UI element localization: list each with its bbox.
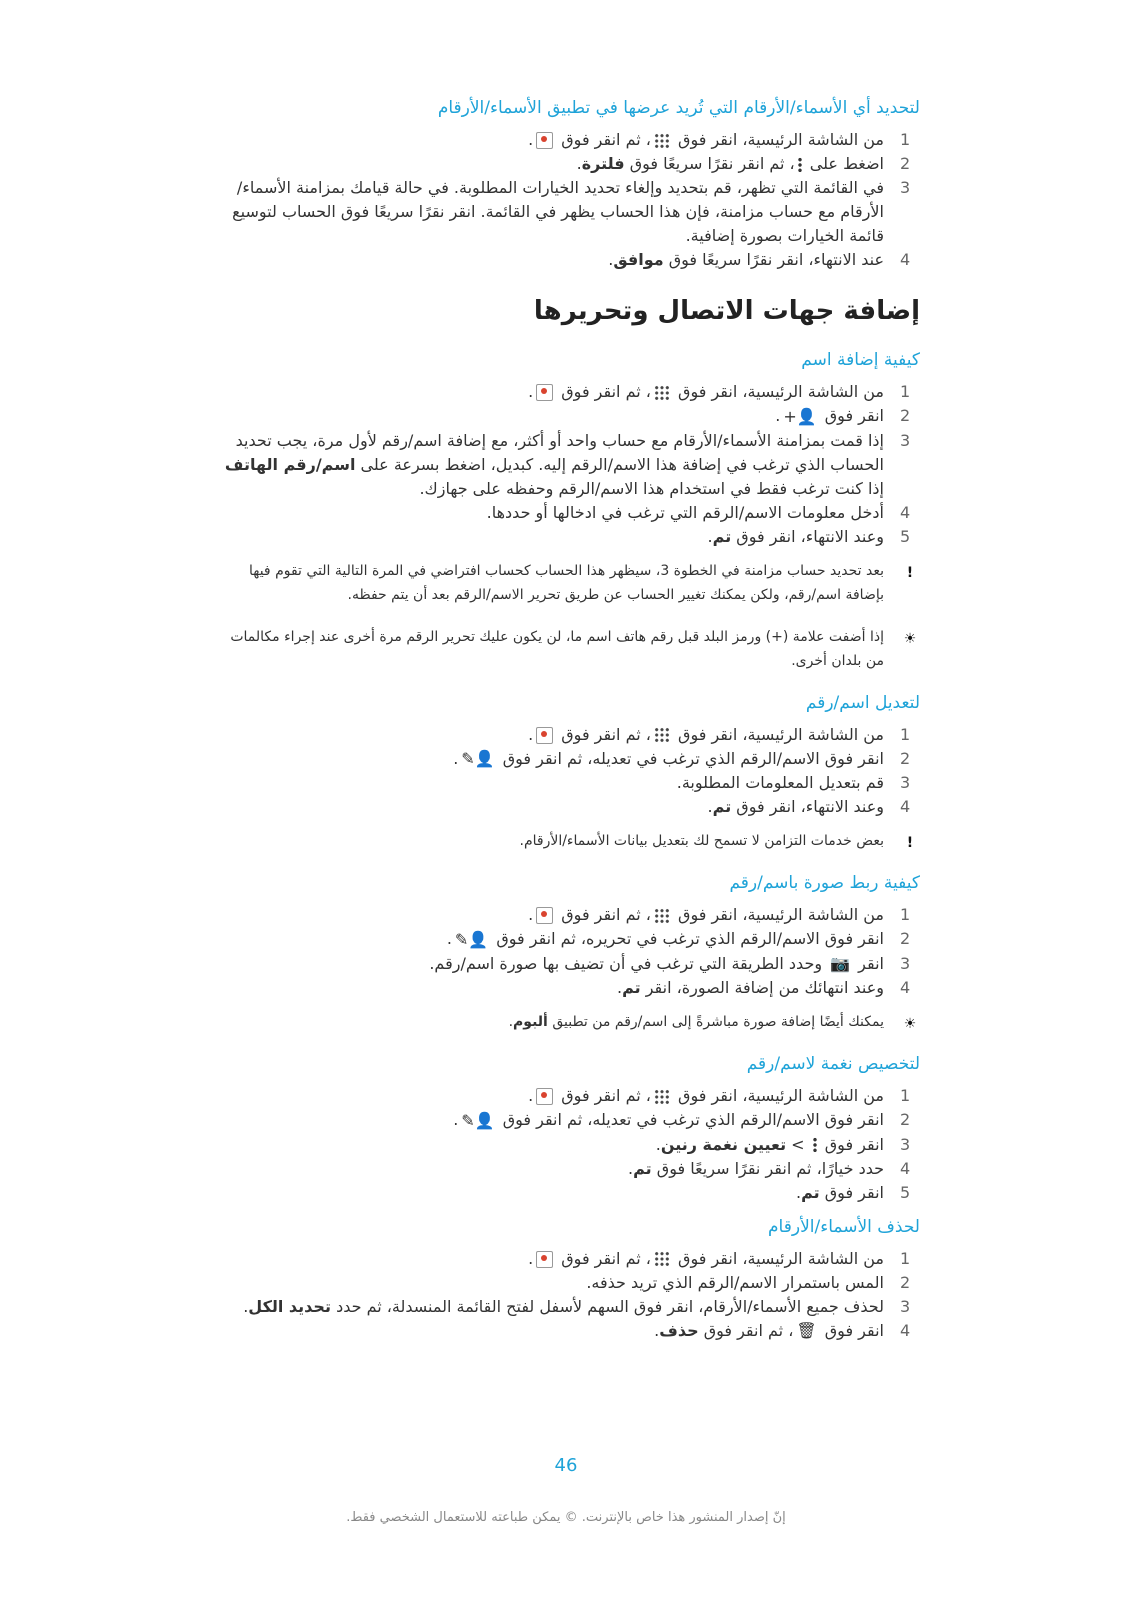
apps-grid-icon — [654, 133, 670, 149]
lightbulb-icon: ☀ — [903, 1016, 917, 1032]
footer-note: إنّ إصدار المنشور هذا خاص بالإنترنت. © يمكن طباعته للاستعمال الشخصي فقط. — [346, 1510, 786, 1525]
ringtone-steps — [210, 1084, 920, 1205]
ringtone-section-title: لتخصيص نغمة لاسم/رقم — [746, 1054, 920, 1074]
apps-grid-icon — [654, 1251, 670, 1267]
add-section-title: كيفية إضافة اسم — [801, 350, 920, 370]
list-item: 2 انقر فوق 👤+. — [210, 404, 920, 429]
edit-section-title: لتعديل اسم/رقم — [805, 692, 920, 713]
apps-grid-icon — [654, 385, 670, 401]
list-item: 3 إذا قمت بمزامنة الأسماء/الأرقام مع حساب واحد أو أكثر، مع إضافة اسم/رقم لأول مرة، يجب تحديد الحساب الذي ترغب في إضافة هذا الاسم/الرقم إليه. كبديل، اضغط بسرعة على اسم/رقم الهاتف إذا كنت ترغب فقط في استخدام هذا الاسم/الرقم وحفظه على جهازك. — [224, 430, 911, 498]
edit-steps — [210, 723, 920, 820]
filter-steps — [210, 128, 920, 272]
contacts-app-icon — [536, 384, 553, 401]
page-number: 46 — [554, 1455, 578, 1476]
list-item: 2 اضغط على ، ثم انقر نقرًا سريعًا فوق فلترة. — [576, 154, 911, 173]
list-item: 4 وعند انتهائك من إضافة الصورة، انقر تم. — [616, 978, 911, 997]
edit-contact-icon: 👤✎ — [461, 749, 495, 768]
list-item: 2 المس باستمرار الاسم/الرقم الذي تريد حذفه. — [586, 1272, 911, 1292]
list-item: 2 انقر فوق الاسم/الرقم الذي ترغب في تعديله، ثم انقر فوق 👤✎. — [210, 1108, 920, 1133]
photo-steps — [210, 903, 920, 1000]
add-contact-icon: 👤+ — [783, 406, 817, 426]
list-item: 4 عند الانتهاء، انقر نقرًا سريعًا فوق موافق. — [608, 250, 911, 269]
camera-icon: 📷 — [830, 954, 851, 973]
list-item: 4 أدخل معلومات الاسم/الرقم التي ترغب في ادخالها أو حددها. — [486, 502, 911, 522]
contacts-app-icon — [536, 727, 553, 744]
edit-contact-icon: 👤✎ — [454, 929, 489, 949]
add-steps — [210, 380, 920, 549]
list-item: 1 من الشاشة الرئيسية، انقر فوق ، ثم انقر فوق . — [528, 130, 911, 149]
warning-note: ! بعض خدمات التزامن لا تسمح لك بتعديل بيانات الأسماء/الأرقام. — [210, 829, 920, 853]
filter-section-title: لتحديد أي الأسماء/الأرقام التي تُريد عرضها في تطبيق الأسماء/الأرقام — [437, 98, 920, 118]
list-item: 2 انقر فوق الاسم/الرقم الذي ترغب في تعديله، ثم انقر فوق 👤✎. — [210, 747, 920, 772]
list-item: 1 من الشاشة الرئيسية، انقر فوق ، ثم انقر فوق . — [528, 1086, 911, 1105]
list-item: 3 انقر فوق > تعيين نغمة رنين. — [655, 1134, 911, 1154]
page-title: إضافة جهات الاتصال وتحريرها — [533, 296, 920, 326]
list-item: 5 وعند الانتهاء، انقر فوق تم. — [707, 526, 911, 546]
tip-note: ☀ يمكنك أيضًا إضافة صورة مباشرةً إلى اسم/رقم من تطبيق ألبوم. — [210, 1010, 920, 1034]
edit-contact-icon: 👤✎ — [461, 1110, 495, 1130]
list-item: 1 من الشاشة الرئيسية، انقر فوق ، ثم انقر فوق . — [528, 724, 911, 744]
apps-grid-icon — [654, 727, 670, 743]
list-item: 4 حدد خيارًا، ثم انقر نقرًا سريعًا فوق تم. — [628, 1158, 911, 1178]
apps-grid-icon — [654, 1089, 670, 1105]
list-item: 4 وعند الانتهاء، انقر فوق تم. — [707, 797, 911, 816]
contacts-app-icon — [536, 907, 553, 924]
list-item: 1 من الشاشة الرئيسية، انقر فوق ، ثم انقر فوق . — [528, 382, 911, 401]
lightbulb-icon: ☀ — [903, 630, 917, 647]
contacts-app-icon — [536, 1251, 553, 1268]
exclamation-icon: ! — [906, 835, 914, 851]
list-item: 2 انقر فوق الاسم/الرقم الذي ترغب في تحريره، ثم انقر فوق 👤✎. — [210, 927, 920, 952]
menu-dots-icon — [798, 157, 802, 173]
exclamation-icon: ! — [906, 564, 914, 581]
list-item: 3 انقر 📷 وحدد الطريقة التي ترغب في أن تضيف بها صورة اسم/رقم. — [210, 952, 920, 977]
photo-section-title: كيفية ربط صورة باسم/رقم — [729, 873, 920, 893]
warning-note: ! بعد تحديد حساب مزامنة في الخطوة 3، سيظهر هذا الحساب كحساب افتراضي في المرة التالية التي تقوم فيها بإضافة اسم/رقم، ولكن يمكنك تغيير الحساب عن طريق تحرير الاسم/الرقم بعد أن يتم حفظه. — [210, 559, 920, 607]
contacts-app-icon — [536, 1088, 553, 1105]
tip-note: ☀ إذا أضفت علامة (+) ورمز البلد قبل رقم هاتف اسم ما، لن يكون عليك تحرير الرقم مرة أخرى عند إجراء مكالمات من بلدان أخرى. — [210, 625, 920, 673]
list-item: 1 من الشاشة الرئيسية، انقر فوق ، ثم انقر فوق . — [528, 1248, 911, 1268]
list-item: 3 في القائمة التي تظهر، قم بتحديد وإلغاء تحديد الخيارات المطلوبة. في حالة قيامك بمزامنة الأسماء/الأرقام مع حساب مزامنة، فإن هذا الحساب يظهر في القائمة. انقر نقرًا سريعًا فوق الحساب لتوسيع قائمة الخيارات بصورة إضافية. — [232, 178, 911, 245]
list-item: 1 من الشاشة الرئيسية، انقر فوق ، ثم انقر فوق . — [528, 905, 911, 924]
menu-dots-icon — [813, 1137, 817, 1153]
list-item: 3 قم بتعديل المعلومات المطلوبة. — [676, 773, 911, 792]
delete-section-title: لحذف الأسماء/الأرقام — [768, 1216, 920, 1237]
contacts-app-icon — [536, 132, 553, 149]
apps-grid-icon — [654, 908, 670, 924]
list-item: 5 انقر فوق تم. — [796, 1182, 911, 1202]
content — [210, 96, 920, 1353]
delete-steps — [210, 1247, 920, 1344]
trash-icon: 🗑 — [796, 1321, 817, 1340]
list-item: 4 انقر فوق 🗑، ثم انقر فوق حذف. — [210, 1319, 920, 1344]
list-item: 3 لحذف جميع الأسماء/الأرقام، انقر فوق السهم لأسفل لفتح القائمة المنسدلة، ثم حدد تحديد الكل. — [243, 1296, 911, 1316]
